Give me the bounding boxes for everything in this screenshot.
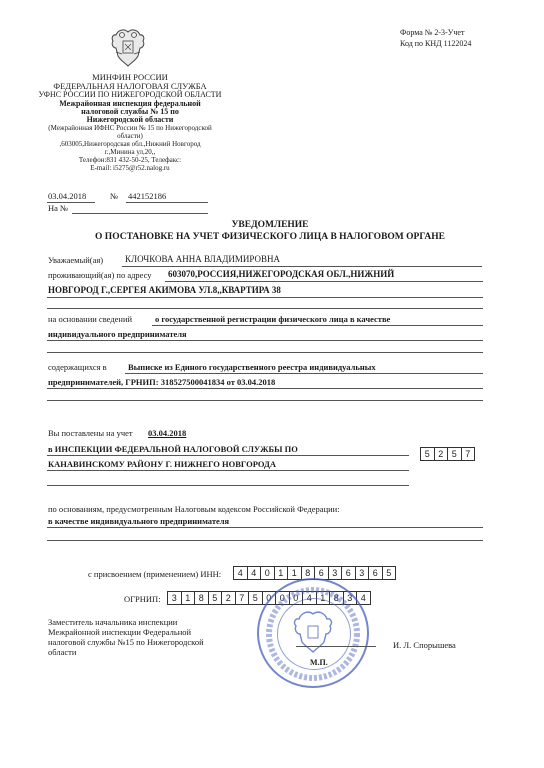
basis-line1: о государственной регистрации физического лица в качестве bbox=[155, 314, 391, 324]
inn-digit: 3 bbox=[328, 566, 343, 580]
address-label: проживающий(ая) по адресу bbox=[48, 270, 152, 280]
registered-date: 03.04.2018 bbox=[148, 428, 187, 438]
contained-label: содержащихся в bbox=[48, 362, 107, 372]
grounds-value: в качестве индивидуального предпринимателя bbox=[48, 516, 230, 526]
document-number: 442152186 bbox=[128, 191, 167, 201]
person-name: КЛОЧКОВА АННА ВЛАДИМИРОВНА bbox=[125, 254, 280, 264]
inspection-line3: Нижегородской области bbox=[86, 115, 174, 124]
form-number: Форма № 2-3-Учет bbox=[400, 28, 465, 37]
authority-code-digit: 5 bbox=[447, 447, 462, 461]
contained-line2: предпринимателей, ГРНИП: 318527500041834 от 03.04.2018 bbox=[48, 377, 276, 387]
signer-name: И. Л. Спорышева bbox=[393, 640, 456, 650]
ministry-name: МИНФИН РОССИИ bbox=[92, 72, 168, 82]
inn-digit: 6 bbox=[314, 566, 329, 580]
authority-code bbox=[421, 447, 475, 461]
address-line2: г.,Минина ул,20,, bbox=[104, 148, 156, 156]
salutation-label: Уважаемый(ая) bbox=[48, 255, 104, 265]
inn-digit: 1 bbox=[274, 566, 289, 580]
ogrnip-digit: 1 bbox=[316, 591, 331, 605]
short-name-line1: (Межрайонная ИФНС России № 15 по Нижегородской bbox=[48, 124, 212, 132]
inn-digit: 4 bbox=[233, 566, 248, 580]
ogrnip-label: ОГРНИП: bbox=[124, 594, 161, 604]
inn-digit: 3 bbox=[355, 566, 370, 580]
position-line2: Межрайонной инспекции Федеральной bbox=[48, 627, 192, 637]
authority-code-digit: 5 bbox=[420, 447, 435, 461]
ogrnip-digit: 4 bbox=[356, 591, 371, 605]
number-label: № bbox=[110, 191, 119, 201]
address-line1: ,603005,Нижегородская обл.,Нижний Новгород bbox=[59, 140, 201, 148]
ogrnip-digit: 3 bbox=[167, 591, 182, 605]
inn-digit: 0 bbox=[260, 566, 275, 580]
authority-code-digit: 7 bbox=[461, 447, 476, 461]
ogrnip-digit: 1 bbox=[181, 591, 196, 605]
ogrnip-digit: 5 bbox=[248, 591, 263, 605]
ogrnip-digit: 8 bbox=[329, 591, 344, 605]
basis-label: на основании сведений bbox=[48, 314, 133, 324]
coat-of-arms-icon bbox=[108, 26, 148, 70]
official-seal-icon bbox=[257, 578, 369, 688]
ogrnip-digit: 5 bbox=[208, 591, 223, 605]
authority-line2: КАНАВИНСКОМУ РАЙОНУ Г. НИЖНЕГО НОВГОРОДА bbox=[48, 459, 277, 469]
ogrnip-digit: 0 bbox=[262, 591, 277, 605]
title-line2: О ПОСТАНОВКЕ НА УЧЕТ ФИЗИЧЕСКОГО ЛИЦА В НАЛОГОВОМ ОРГАНЕ bbox=[95, 232, 445, 242]
ogrnip-digit: 8 bbox=[194, 591, 209, 605]
ogrnip-digit: 0 bbox=[289, 591, 304, 605]
basis-line2: индивидуального предпринимателя bbox=[48, 329, 187, 339]
inspection-line2: налоговой службы № 15 по bbox=[81, 107, 179, 116]
reply-label: На № bbox=[48, 203, 69, 213]
inn-digit: 8 bbox=[301, 566, 316, 580]
ogrnip-digit: 7 bbox=[235, 591, 250, 605]
ogrnip-digit: 2 bbox=[221, 591, 236, 605]
address-line1: 603070,РОССИЯ,НИЖЕГОРОДСКАЯ ОБЛ.,НИЖНИЙ bbox=[168, 269, 395, 279]
inn-digit: 6 bbox=[368, 566, 383, 580]
ogrnip-digit: 4 bbox=[302, 591, 317, 605]
position-line1: Заместитель начальника инспекции bbox=[48, 617, 178, 627]
position-line4: области bbox=[48, 647, 77, 657]
seal-label: М.П. bbox=[310, 658, 328, 667]
position-line3: налоговой службы №15 по Нижегородской bbox=[48, 637, 204, 647]
grounds-label: по основаниям, предусмотренным Налоговым кодексом Российской Федерации: bbox=[48, 504, 340, 514]
service-name: ФЕДЕРАЛЬНАЯ НАЛОГОВАЯ СЛУЖБА bbox=[53, 81, 207, 91]
inspection-line1: Межрайонная инспекция федеральной bbox=[59, 99, 201, 108]
inn-digit: 5 bbox=[382, 566, 397, 580]
inn-digit: 6 bbox=[341, 566, 356, 580]
contained-line1: Выписке из Единого государственного реестра индивидуальных bbox=[128, 362, 376, 372]
department-name: УФНС РОССИИ ПО НИЖЕГОРОДСКОЙ ОБЛАСТИ bbox=[38, 90, 222, 99]
knd-code: Код по КНД 1122024 bbox=[400, 39, 472, 48]
inn-label: с присвоением (применением) ИНН: bbox=[88, 569, 222, 579]
phone: Телефон:831 432-50-25, Телефакс: bbox=[78, 156, 182, 164]
authority-line1: в ИНСПЕКЦИИ ФЕДЕРАЛЬНОЙ НАЛОГОВОЙ СЛУЖБЫ ПО bbox=[48, 444, 298, 454]
inn-digit: 1 bbox=[287, 566, 302, 580]
authority-code-digit: 2 bbox=[434, 447, 449, 461]
title-line1: УВЕДОМЛЕНИЕ bbox=[231, 220, 309, 230]
inn-digit: 4 bbox=[247, 566, 262, 580]
registered-label: Вы поставлены на учет bbox=[48, 428, 133, 438]
short-name-line2: области) bbox=[117, 132, 143, 140]
address-line2: НОВГОРОД Г.,СЕРГЕЯ АКИМОВА УЛ.8,,КВАРТИРА 38 bbox=[48, 285, 281, 295]
email: E-mail: i5275@r52.nalog.ru bbox=[90, 164, 170, 172]
ogrnip-digit: 3 bbox=[343, 591, 358, 605]
ogrnip-digit: 0 bbox=[275, 591, 290, 605]
document-date: 03.04.2018 bbox=[48, 191, 87, 201]
